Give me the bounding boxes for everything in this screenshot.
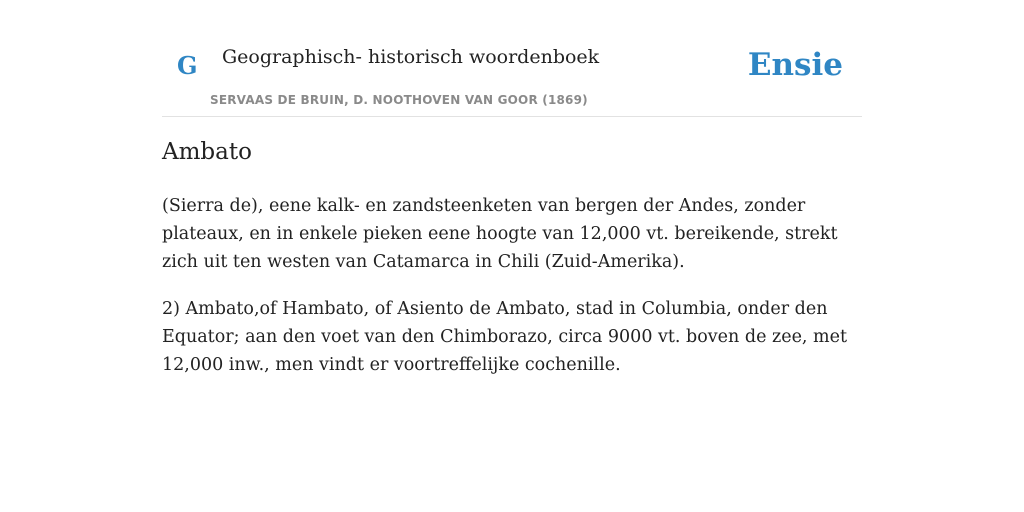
entry-paragraph: (Sierra de), eene kalk- en zandsteenketen van bergen der Andes, zonder plateaux, en in enkele pieken eene hoogte van 12,000 vt. bereikende, strekt zich uit ten westen van Catamarca in Chili (Zuid-Amerika). <box>162 196 838 272</box>
book-title[interactable]: Geographisch- historisch woordenboek <box>222 46 600 68</box>
ensie-logo[interactable]: Ensie <box>747 47 843 83</box>
book-logo-icon[interactable]: G <box>177 51 198 80</box>
entry-body <box>162 192 862 398</box>
page-container <box>162 0 862 375</box>
book-header <box>162 0 862 117</box>
book-authors: SERVAAS DE BRUIN, D. NOOTHOVEN VAN GOOR (1869) <box>210 93 588 107</box>
entry-paragraph: 2) Ambato,of Hambato, of Asiento de Ambato, stad in Columbia, onder den Equator; aan den voet van den Chimborazo, circa 9000 vt. boven de zee, met 12,000 inw., men vindt er voortreffelijke cochenille. <box>162 299 848 375</box>
entry-title: Ambato <box>162 139 252 165</box>
